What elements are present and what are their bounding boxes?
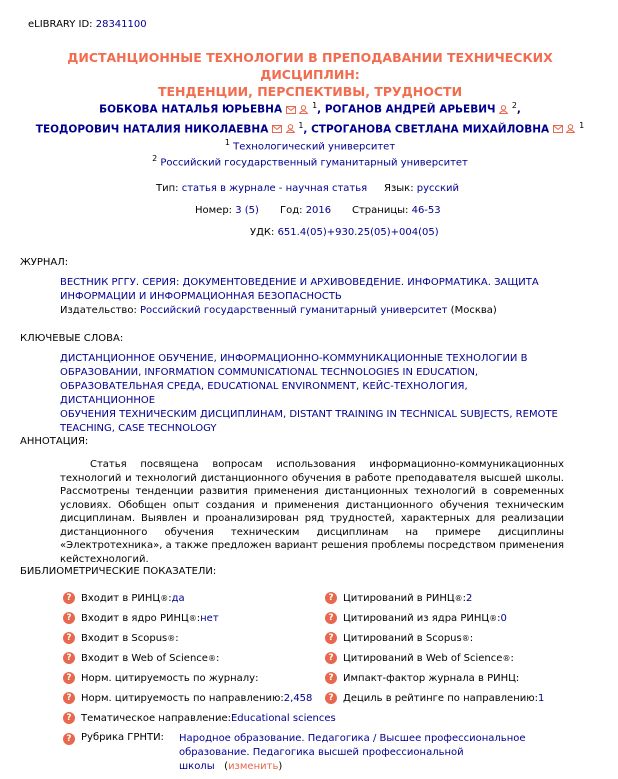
person-icon[interactable] [299,105,308,114]
help-icon[interactable]: ? [63,592,75,604]
grnti-row: ? Рубрика ГРНТИ: Народное образование. Педагогика / Высшее профессиональное образование. Педагогика высшей профессиональной школы (изменить) [63,732,549,774]
article-language: Язык: русский [384,183,460,194]
journal-info: ВЕСТНИК РГГУ. СЕРИЯ: ДОКУМЕНТОВЕДЕНИЕ И АРХИВОВЕДЕНИЕ. ИНФОРМАТИКА. ЗАЩИТА ИНФОРМАЦИИ И ИНФОРМАЦИОННАЯ БЕЗОПАСНОСТЬ Издательство: Российский государственный гуманитарный университет (Москва) [60,276,560,318]
udk: УДК: 651.4(05)+930.25(05)+004(05) [250,227,439,238]
article-type: Тип: статья в журнале - научная статья [156,183,368,194]
affiliation: $^1$ Технологический университет [224,138,396,153]
help-icon[interactable]: ? [63,692,75,704]
bm-right-row: ? Цитирований в Web of Science ® : [325,652,514,664]
publication-year: Год: 2016 [280,205,332,216]
bm-left-row: ? Входит в ядро РИНЦ ® : нет [63,612,219,624]
bm-right-row: ? Цитирований в Scopus ® : [325,632,473,644]
grnti-link[interactable]: Высшее профессиональное [379,733,526,744]
help-icon[interactable]: ? [63,672,75,684]
keywords-header: КЛЮЧЕВЫЕ СЛОВА: [20,333,124,344]
thematic-direction: ? Тематическое направление: Educational sciences [63,712,336,724]
person-icon[interactable] [286,124,295,133]
citation-link[interactable]: 2 [466,592,473,604]
abstract-header: АННОТАЦИЯ: [20,436,89,447]
help-icon[interactable]: ? [325,652,337,664]
author-link[interactable]: РОГАНОВ АНДРЕЙ АРЬЕВИЧ [324,103,496,116]
keyword-line[interactable]: ОБУЧЕНИЯ ТЕХНИЧЕСКИМ ДИСЦИПЛИНАМ, DISTANT TRAINING IN TECHNICAL SUBJECTS, REMOTE [60,409,558,420]
help-icon[interactable]: ? [63,712,75,724]
affiliation-link[interactable]: Технологический университет [233,141,396,153]
bm-left-row: ? Норм. цитируемость по направлению: 2,458 [63,692,312,704]
journal-link[interactable]: ИНФОРМАЦИИ И ИНФОРМАЦИОННАЯ БЕЗОПАСНОСТЬ [60,291,342,302]
article-title: ДИСТАНЦИОННЫЕ ТЕХНОЛОГИИ В ПРЕПОДАВАНИИ ТЕХНИЧЕСКИХ ДИСЦИПЛИН: ТЕНДЕНЦИИ, ПЕРСПЕКТИВЫ, ТРУДНОСТИ [67,50,553,99]
abstract-text: Статья посвящена вопросам использования информационно-коммуникационных технологий и технологий дистанционного обучения в работе преподавателя высшей школы. Рассмотрены тенденции развития применения дистанционных технологий в современных условиях. Обобщен опыт создания и применения дистанционного обучения техническим дисциплинам. Выявлен и проанализирован ряд трудностей, характерных для реализации дистанционного обучения техническим дисциплинам на примере дисциплины «Электротехника», а также предложен вариант решения проблемы посредством применения кейстехнологий. [60,459,564,565]
help-icon[interactable]: ? [325,612,337,624]
help-icon[interactable]: ? [325,692,337,704]
change-link[interactable]: изменить [228,761,279,772]
keyword-line[interactable]: TEACHING, CASE TECHNOLOGY [60,423,217,434]
page-range: Страницы: 46-53 [352,205,441,216]
publisher-link[interactable]: Российский государственный гуманитарный университет [140,305,448,316]
bm-left-row: ? Входит в Web of Science ® : [63,652,219,664]
keyword-line[interactable]: ДИСТАНЦИОННОЕ ОБУЧЕНИЕ, ИНФОРМАЦИОННО-КОММУНИКАЦИОННЫЕ ТЕХНОЛОГИИ В [60,353,528,364]
mail-icon[interactable] [286,106,296,114]
thematic-link[interactable]: Educational sciences [230,712,336,724]
bm-right-row: ? Цитирований из ядра РИНЦ ® : 0 [325,612,507,624]
bibliometrics-header: БИБЛИОМЕТРИЧЕСКИЕ ПОКАЗАТЕЛИ: [20,566,217,577]
author-link[interactable]: ТЕОДОРОВИЧ НАТАЛИЯ НИКОЛАЕВНА [35,123,269,135]
issue-link[interactable]: 3 (5) [235,205,259,216]
bm-left-row: ? Входит в РИНЦ ® : да [63,592,185,604]
help-icon[interactable]: ? [325,632,337,644]
help-icon[interactable]: ? [63,632,75,644]
bm-right-row: ? Импакт-фактор журнала в РИНЦ: [325,672,519,684]
author-link[interactable]: СТРОГАНОВА СВЕТЛАНА МИХАЙЛОВНА [311,123,550,135]
mail-icon[interactable] [272,125,282,133]
grnti-link[interactable]: образование. Педагогика высшей профессиональной школы [179,747,464,772]
bm-left-row: ? Входит в Scopus ® : [63,632,179,644]
citation-link[interactable]: 2,458 [283,692,313,704]
help-icon[interactable]: ? [63,733,75,745]
help-icon[interactable]: ? [325,592,337,604]
help-icon[interactable]: ? [63,612,75,624]
affiliation: $^2$ Российский государственный гуманитарный университет [152,154,468,169]
mail-icon[interactable] [553,125,563,133]
person-icon[interactable] [499,105,508,114]
authors-block: БОБКОВА НАТАЛЬЯ ЮРЬЕВНА $^1$, РОГАНОВ АНДРЕЙ АРЬЕВИЧ $^2$, ТЕОДОРОВИЧ НАТАЛИЯ НИКОЛАЕВНА $^1$, СТРОГАНОВА СВЕТЛАНА МИХАЙЛОВНА $^1$ [35,101,585,135]
issue-number: Номер: 3 (5) [195,205,259,216]
affiliation-link[interactable]: Российский государственный гуманитарный университет [160,157,468,169]
help-icon[interactable]: ? [63,652,75,664]
bm-right-row: ? Дециль в рейтинге по направлению: 1 [325,692,544,704]
keyword-line[interactable]: ОБРАЗОВАНИИ, INFORMATION COMMUNICATIONAL TECHNOLOGIES IN EDUCATION, [60,367,479,378]
elibrary-id-value: 28341100 [95,19,147,30]
person-icon[interactable] [566,124,575,133]
keywords-list [60,352,560,436]
elibrary-id: eLIBRARY ID: 28341100 [28,19,147,30]
journal-header: ЖУРНАЛ: [20,257,69,268]
help-icon[interactable]: ? [325,672,337,684]
bm-right-row: ? Цитирований в РИНЦ ® : 2 [325,592,472,604]
grnti-link[interactable]: Народное образование. Педагогика [179,733,370,744]
author-link[interactable]: БОБКОВА НАТАЛЬЯ ЮРЬЕВНА [99,103,283,116]
bm-left-row: ? Норм. цитируемость по журналу: [63,672,258,684]
keyword-line[interactable]: ОБРАЗОВАТЕЛЬНАЯ СРЕДА, EDUCATIONAL ENVIRONMENT, КЕЙС-ТЕХНОЛОГИЯ, ДИСТАНЦИОННОЕ [60,381,468,406]
journal-link[interactable]: ВЕСТНИК РГГУ. СЕРИЯ: ДОКУМЕНТОВЕДЕНИЕ И АРХИВОВЕДЕНИЕ. ИНФОРМАТИКА. ЗАЩИТА [60,277,539,288]
